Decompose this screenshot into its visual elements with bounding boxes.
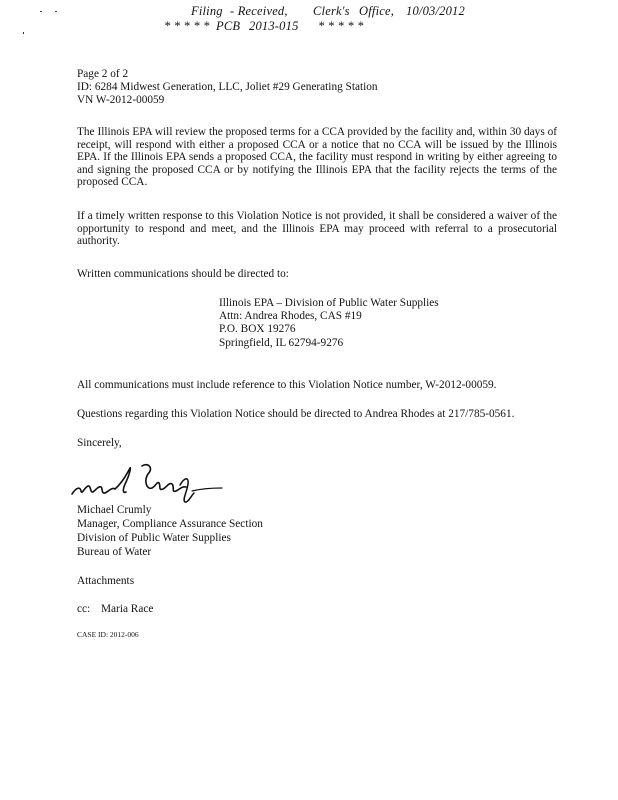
cc-label: cc: (77, 603, 91, 615)
stamp-received: - Received, (230, 4, 288, 18)
violation-notice-line: VN W-2012-00059 (77, 94, 165, 106)
cc-recipient: Maria Race (101, 603, 154, 615)
signature (68, 460, 228, 510)
facility-id-line: ID: 6284 Midwest Generation, LLC, Joliet #29 Generating Station (77, 81, 378, 93)
cca-paragraph: The Illinois EPA will review the proposed terms for a CCA provided by the facility and, within 30 days of receipt, will respond with either a proposed CCA or a notice that no CCA will be issued by the Illinois EPA. If the Illinois EPA sends a proposed CCA, the facility must respond in writing by either agreeing to and signing the proposed CCA or by notifying the Illinois EPA that the facility rejects the terms of the proposed CCA. (77, 126, 557, 189)
stamp-pcb: PCB (216, 19, 241, 33)
waiver-paragraph: If a timely written response to this Violation Notice is not provided, it shall be considered a waiver of the opportunity to respond and meet, and the Illinois EPA may proceed with referral to a prosecutorial authority. (77, 210, 557, 248)
attachments-label: Attachments (77, 575, 135, 587)
stamp-stars-left: * * * * * (164, 19, 210, 33)
address-line-1: Illinois EPA – Division of Public Water Supplies (219, 297, 439, 309)
scan-speck (23, 32, 24, 34)
address-line-2: Attn: Andrea Rhodes, CAS #19 (219, 310, 362, 322)
signer-bureau: Bureau of Water (77, 546, 152, 558)
signer-title: Manager, Compliance Assurance Section (77, 518, 263, 530)
scan-speck (55, 11, 57, 12)
signer-division: Division of Public Water Supplies (77, 532, 231, 544)
scan-speck (40, 11, 42, 12)
stamp-case-number: 2013-015 (249, 19, 299, 33)
stamp-office: Office, (359, 4, 395, 18)
salutation: Sincerely, (77, 437, 122, 449)
stamp-date: 10/03/2012 (406, 4, 465, 18)
signer-name: Michael Crumly (77, 504, 152, 516)
reference-paragraph: All communications must include reference to this Violation Notice number, W-2012-00059. (77, 379, 497, 391)
address-line-3: P.O. BOX 19276 (219, 323, 296, 335)
address-line-4: Springfield, IL 62794-9276 (219, 337, 344, 349)
questions-paragraph: Questions regarding this Violation Notice should be directed to Andrea Rhodes at 217/785-0561. (77, 408, 515, 420)
case-id: CASE ID: 2012-006 (77, 630, 139, 639)
page-number: Page 2 of 2 (77, 68, 129, 80)
stamp-clerks: Clerk's (313, 4, 350, 18)
stamp-filing: Filing (191, 4, 223, 18)
written-communications-line: Written communications should be directed to: (77, 268, 289, 280)
stamp-stars-right: * * * * * (318, 19, 364, 33)
